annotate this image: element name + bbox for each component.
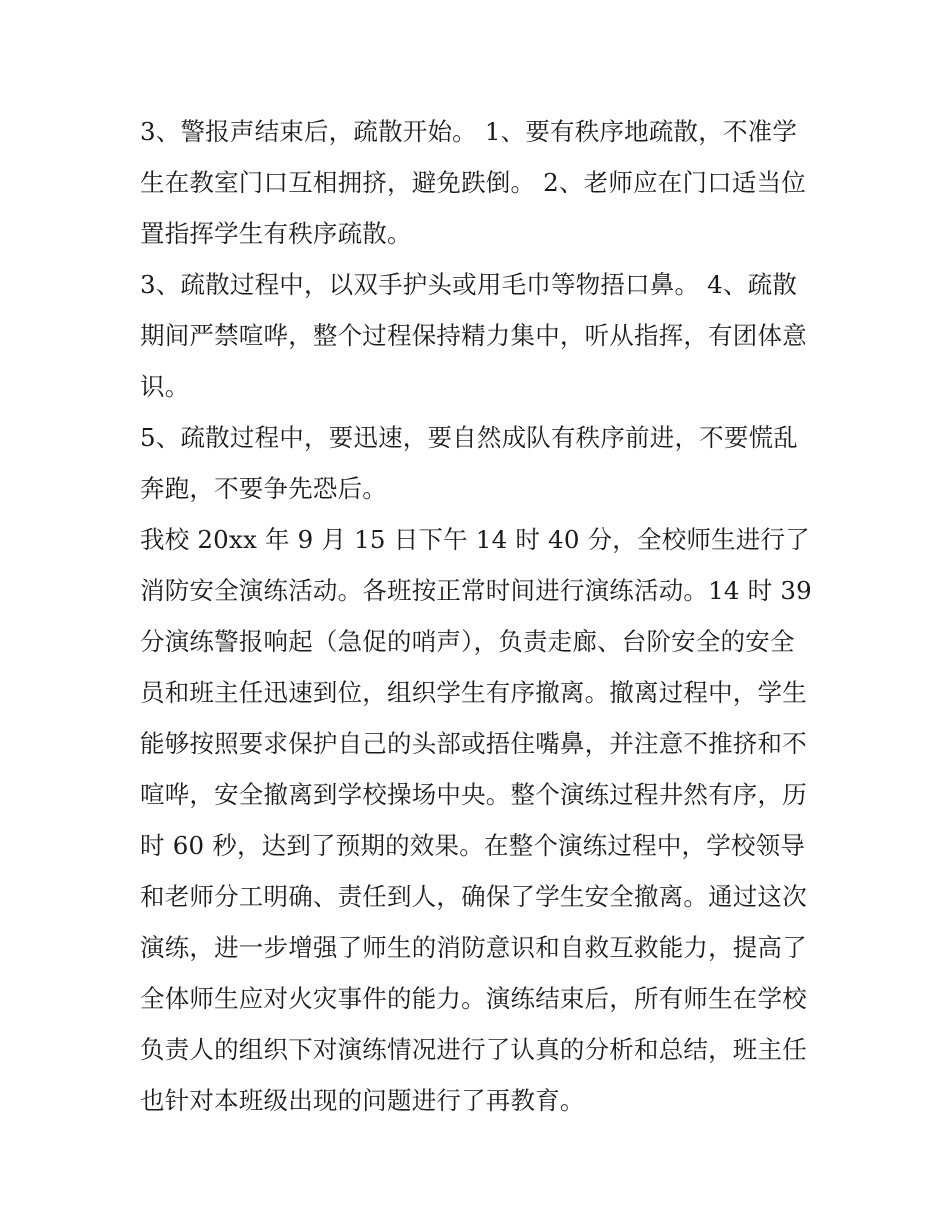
paragraph-evacuation-speed: 5、疏散过程中，要迅速，要自然成队有秩序前进，不要慌乱奔跑，不要争先恐后。 bbox=[140, 423, 798, 503]
document-body bbox=[140, 106, 812, 1126]
paragraph-evacuation-start: 3、警报声结束后，疏散开始。 1、要有秩序地疏散，不准学生在教室门口互相拥挤，避免跌倒。 2、老师应在门口适当位置指挥学生有秩序疏散。 bbox=[140, 117, 806, 248]
paragraph-drill-summary: 我校 20xx 年 9 月 15 日下午 14 时 40 分，全校师生进行了消防安全演练活动。各班按正常时间进行演练活动。14 时 39 分演练警报响起（急促的哨声），负责走廊、台阶安全的安全员和班主任迅速到位，组织学生有序撤离。撤离过程中，学生能够按照要求保护自己的头部或捂住嘴鼻，并注意不推挤和不喧哗，安全撤离到学校操场中央。整个演练过程井然有序，历时 60 秒，达到了预期的效果。在整个演练过程中，学校领导和老师分工明确、责任到人，确保了学生安全撤离。通过这次演练，进一步增强了师生的消防意识和自救互救能力，提高了全体师生应对火灾事件的能力。演练结束后，所有师生在学校负责人的组织下对演练情况进行了认真的分析和总结，班主任也针对本班级出现的问题进行了再教育。 bbox=[140, 525, 812, 1115]
paragraph-evacuation-process: 3、疏散过程中，以双手护头或用毛巾等物捂口鼻。 4、疏散期间严禁喧哗，整个过程保持精力集中，听从指挥，有团体意识。 bbox=[140, 270, 807, 401]
